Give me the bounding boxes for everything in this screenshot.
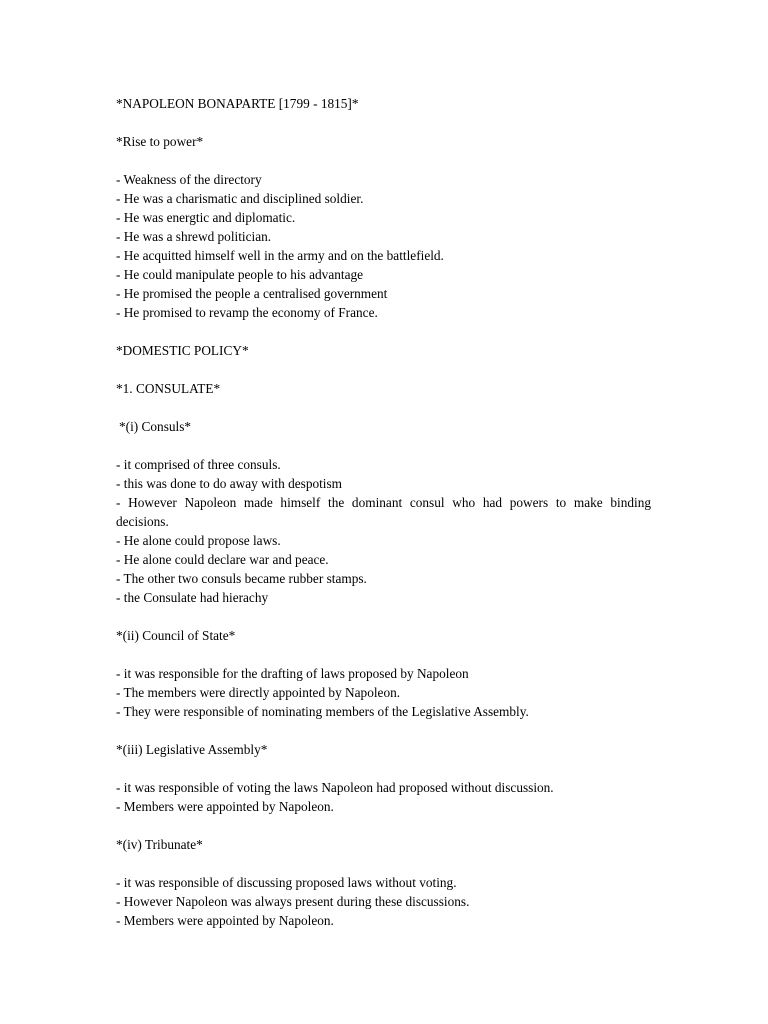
list-item: - The members were directly appointed by Napoleon. (116, 685, 401, 700)
list-item: - He promised to revamp the economy of France. (116, 305, 378, 320)
council-heading: *(ii) Council of State* (116, 628, 236, 643)
list-item: - However Napoleon was always present during these discussions. (116, 894, 470, 909)
list-item: - Weakness of the directory (116, 172, 262, 187)
list-item: - it was responsible for the drafting of laws proposed by Napoleon (116, 666, 469, 681)
legislative-heading: *(iii) Legislative Assembly* (116, 742, 268, 757)
list-item: - He alone could declare war and peace. (116, 552, 329, 567)
list-item: - the Consulate had hierachy (116, 590, 269, 605)
list-item: - it was responsible of discussing proposed laws without voting. (116, 875, 457, 890)
rise-heading: *Rise to power* (116, 134, 204, 149)
list-item: - However Napoleon made himself the dominant consul who had powers to make binding (116, 495, 651, 510)
list-item: - He promised the people a centralised government (116, 286, 388, 301)
document-body (116, 94, 651, 930)
list-item: - it was responsible of voting the laws Napoleon had proposed without discussion. (116, 780, 554, 795)
list-item: - He was a shrewd politician. (116, 229, 272, 244)
list-item: - Members were appointed by Napoleon. (116, 913, 334, 928)
consulate-heading: *1. CONSULATE* (116, 381, 221, 396)
list-item: - it comprised of three consuls. (116, 457, 281, 472)
list-item: - The other two consuls became rubber stamps. (116, 571, 367, 586)
list-item: - He was energtic and diplomatic. (116, 210, 296, 225)
domestic-heading: *DOMESTIC POLICY* (116, 343, 249, 358)
list-item: - this was done to do away with despotism (116, 476, 343, 491)
tribunate-heading: *(iv) Tribunate* (116, 837, 203, 852)
consuls-heading: *(i) Consuls* (119, 419, 192, 434)
document-title: *NAPOLEON BONAPARTE [1799 - 1815]* (116, 96, 359, 111)
list-item: - He was a charismatic and disciplined soldier. (116, 191, 364, 206)
list-item: - They were responsible of nominating members of the Legislative Assembly. (116, 704, 529, 719)
list-item-continuation: decisions. (116, 514, 169, 529)
list-item: - Members were appointed by Napoleon. (116, 799, 334, 814)
list-item: - He acquitted himself well in the army and on the battlefield. (116, 248, 444, 263)
list-item: - He could manipulate people to his advantage (116, 267, 364, 282)
list-item: - He alone could propose laws. (116, 533, 281, 548)
